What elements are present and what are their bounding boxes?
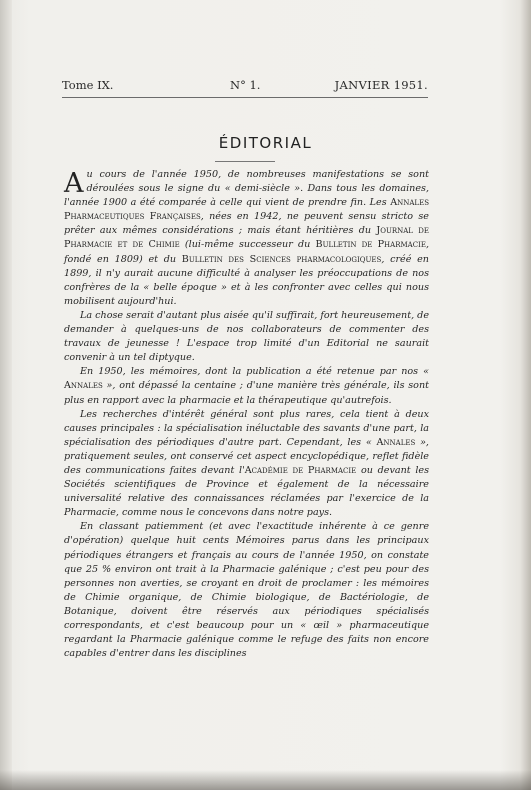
- paragraph-1: Au cours de l'année 1950, de nombreuses manifestations se sont déroulées sous le signe du « demi-siècle ». Dans tous les domaines, l'année 1900 a été comparée à celle qui vient de prendre fin. Les Annales Pharmaceutiques Françaises, nées en 1942, ne peuvent sensu stricto se prêter aux mêmes considérations ; mais étant héritières du Journal de Pharmacie et de Chimie (lui-même successeur du Bulletin de Pharmacie, fondé en 1809) et du Bulletin des Sciences pharmacologiques, créé en 1899, il n'y aurait aucune difficulté à analyser les préoccupations de nos confrères de la « belle époque » et à les confronter avec celles qui nous mobilisent aujourd'hui.: [64, 168, 430, 307]
- paragraph-5: En classant patiemment (et avec l'exactitude inhérente à ce genre d'opération) quelque huit cents Mémoires parus dans les principaux périodiques étrangers et français au cours de l'année 1950, on constate que 25 % environ ont trait à la Pharmacie galénique ; c'est peu pour des personnes non averties, se croyant en droit de proclamer : les mémoires de Chimie organique, de Chimie biologique, de Bactériologie, de Botanique, doivent être réservés aux périodiques spécialisés correspondants, et c'est beaucoup pour un « œil » pharmaceutique regardant la Pharmacie galénique comme le refuge des faits non encore capables d'entrer dans les disciplines: [64, 521, 429, 660]
- title-underline: [215, 161, 275, 162]
- running-header: [62, 78, 428, 94]
- bottom-shadow: [0, 770, 531, 790]
- volume-label: Tome IX.: [62, 78, 114, 92]
- paragraph-2: La chose serait d'autant plus aisée qu'il suffirait, fort heureusement, de demander à quelques-uns de nos collaborateurs de commenter des travaux de jeunesse ! L'espace trop limité d'un Editorial ne saurait convenir à un tel diptyque.: [64, 309, 429, 364]
- page-gutter: [0, 0, 12, 790]
- page-title: ÉDITORIAL: [218, 134, 313, 152]
- paragraph-3: En 1950, les mémoires, dont la publication a été retenue par nos « Annales », ont dépassé la centaine ; d'une manière très générale, ils sont plus en rapport avec la pharmacie et la thérapeutique qu'autrefois.: [64, 366, 429, 406]
- paragraph-4: Les recherches d'intérêt général sont plus rares, cela tient à deux causes principales : la spécialisation inéluctable des savants d'une part, la spécialisation des périodiques d'autre part. Cependant, les « Annales », pratiquement seules, ont conservé cet aspect encyclopédique, reflet fidèle des communications faites devant l'Académie de Pharmacie ou devant les Sociétés scientifiques de Province et également de la nécessaire universalité relative des connaissances réclamées par l'exercice de la Pharmacie, comme nous le concevons dans notre pays.: [64, 408, 429, 519]
- issue-number: N° 1.: [230, 78, 261, 92]
- issue-date: JANVIER 1951.: [334, 78, 428, 92]
- header-rule: [62, 97, 428, 98]
- drop-cap: A: [64, 168, 84, 199]
- article-body: [64, 168, 429, 661]
